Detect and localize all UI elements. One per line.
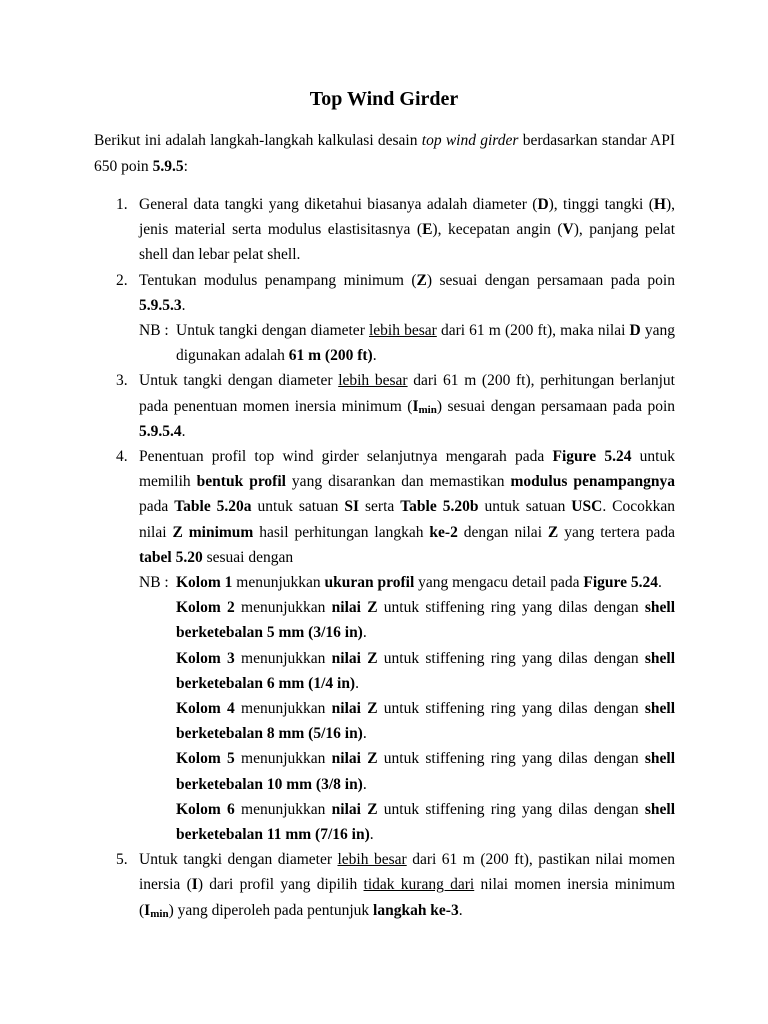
step-2 xyxy=(94,268,675,369)
note-label: NB : xyxy=(139,574,169,592)
step-number: 4. xyxy=(116,448,128,466)
step-1 xyxy=(94,192,675,268)
intro-paragraph xyxy=(94,128,675,180)
note-kolom-2: Kolom 2 menunjukkan nilai Z untuk stiffening ring yang dilas dengan shell berketebalan 5 mm (3/16 in). xyxy=(176,599,676,642)
step-4 xyxy=(94,444,675,847)
intro-text: : xyxy=(183,158,188,175)
step-note: NB : Untuk tangki dengan diameter lebih besar dari 61 m (200 ft), maka nilai D yang digunakan adalah 61 m (200 ft). xyxy=(139,318,675,368)
steps-list xyxy=(94,192,675,923)
step-number: 5. xyxy=(116,851,128,869)
step-3 xyxy=(94,368,675,444)
step-text: Untuk tangki dengan diameter lebih besar dari 61 m (200 ft), pastikan nilai momen inersia (I) dari profil yang dipilih tidak kurang dari nilai momen inersia minimum $(I_{min})$ yang diperoleh pada pentunjuk langkah ke-3. xyxy=(139,851,675,920)
intro-standard-ref: 5.9.5 xyxy=(152,158,184,175)
note-kolom-5: Kolom 5 menunjukkan nilai Z untuk stiffening ring yang dilas dengan shell berketebalan 10 mm (3/8 in). xyxy=(176,750,676,793)
note-kolom-4: Kolom 4 menunjukkan nilai Z untuk stiffening ring yang dilas dengan shell berketebalan 8 mm (5/16 in). xyxy=(176,700,676,743)
step-note xyxy=(139,570,675,847)
note-label: NB : xyxy=(139,322,169,340)
note-kolom-6: Kolom 6 menunjukkan nilai Z untuk stiffening ring yang dilas dengan shell berketebalan 11 mm (7/16 in). xyxy=(176,800,676,844)
page-title: Top Wind Girder xyxy=(309,88,459,110)
step-text: Tentukan modulus penampang minimum (Z) sesuai dengan persamaan pada poin 5.9.5.3. xyxy=(139,271,675,314)
intro-text: berdasarkan standar API 650 poin xyxy=(94,132,675,175)
note-kolom-3: Kolom 3 menunjukkan nilai Z untuk stiffening ring yang dilas dengan shell berketebalan 6 mm (1/4 in). xyxy=(176,649,676,692)
step-number: 1. xyxy=(116,196,128,213)
intro-text: Berikut ini adalah langkah-langkah kalkulasi desain xyxy=(94,132,422,149)
step-text: Untuk tangki dengan diameter lebih besar dari 61 m (200 ft), perhitungan berlanjut pada penentuan momen inersia minimum $(I_{min})$ sesuai dengan persamaan pada poin 5.9.5.4. xyxy=(139,372,675,440)
step-text: General data tangki yang diketahui biasanya adalah diameter (D), tinggi tangki (H), jenis material serta modulus elastisitasnya (E), kecepatan angin (V), panjang pelat shell dan lebar pelat shell. xyxy=(139,196,675,264)
step-number: 2. xyxy=(116,271,128,289)
step-5 xyxy=(94,847,675,923)
step-number: 3. xyxy=(116,372,128,390)
intro-italic-term: top wind girder xyxy=(421,132,519,149)
note-kolom-1: Kolom 1 menunjukkan ukuran profil yang mengacu detail pada Figure 5.24. xyxy=(176,574,662,592)
step-text: Penentuan profil top wind girder selanjutnya mengarah pada Figure 5.24 untuk memilih bentuk profil yang disarankan dan memastikan modulus penampangnya pada Table 5.20a untuk satuan SI serta Table 5.20b untuk satuan USC. Cocokkan nilai Z minimum hasil perhitungan langkah ke-2 dengan nilai Z yang tertera pada tabel 5.20 sesuai dengan xyxy=(139,448,676,566)
